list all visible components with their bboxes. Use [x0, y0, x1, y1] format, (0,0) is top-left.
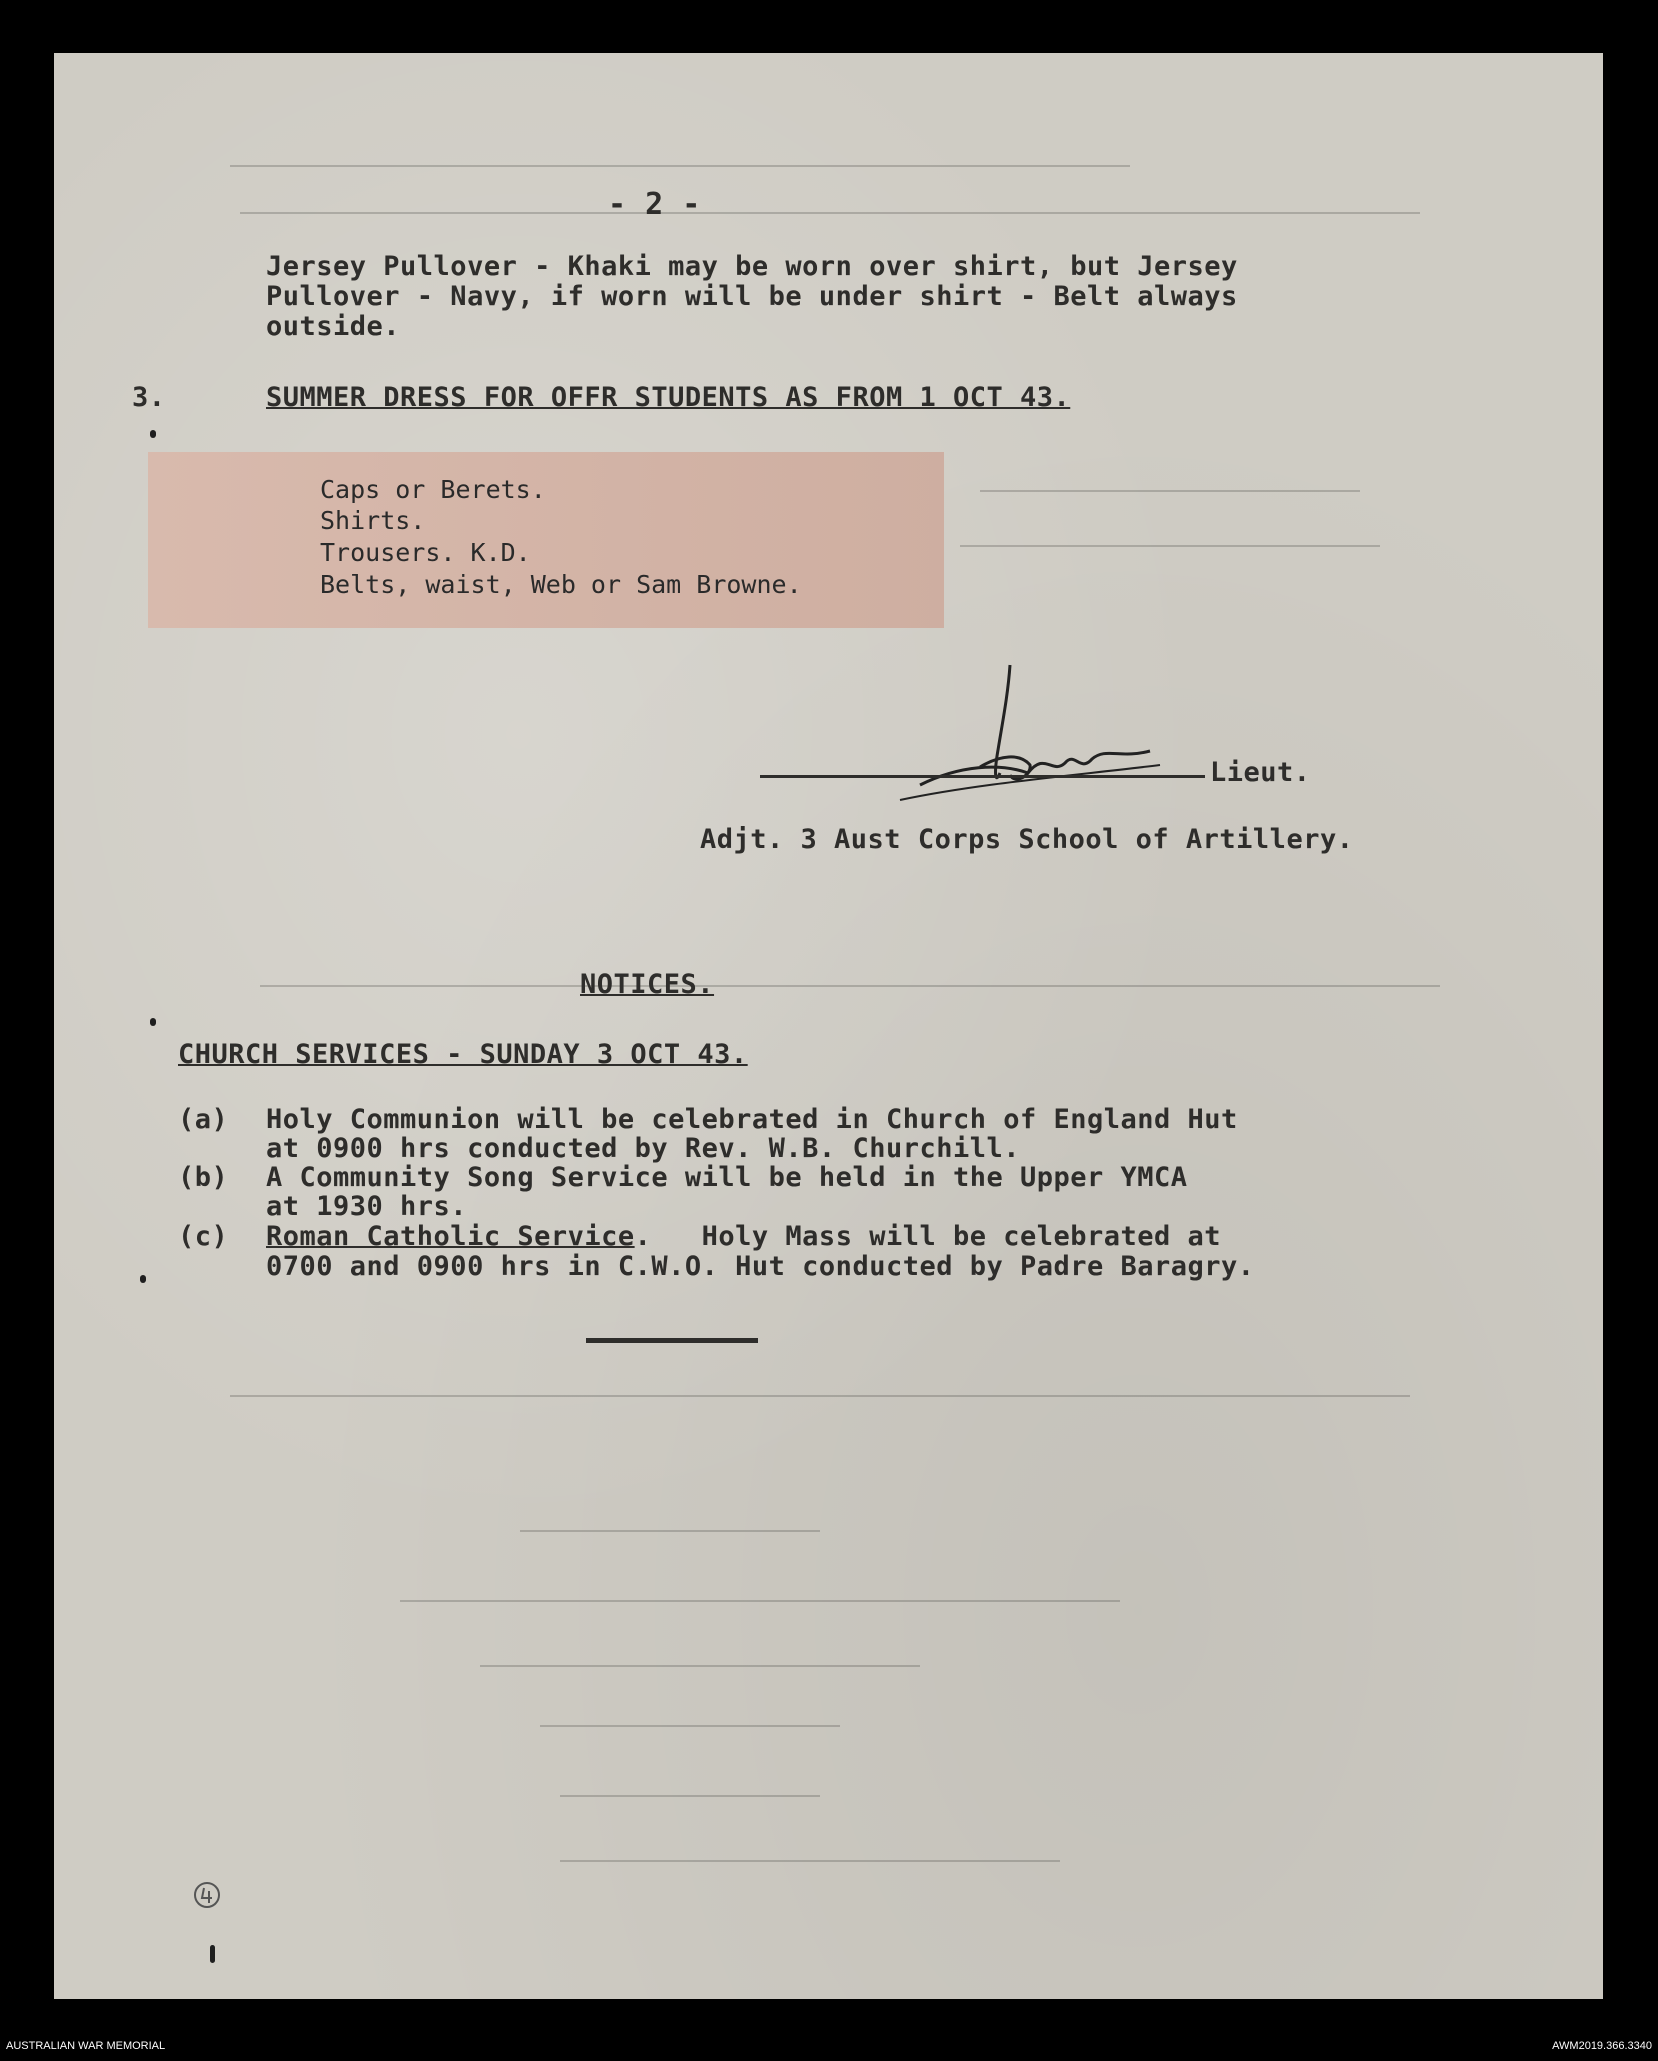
archive-name: AUSTRALIAN WAR MEMORIAL: [6, 2040, 166, 2052]
service-line: at 1930 hrs.: [266, 1191, 468, 1222]
notices-heading: NOTICES.: [580, 969, 715, 1000]
bleed-through-line: [230, 165, 1130, 167]
document-page: [54, 53, 1603, 1999]
service-line: 0700 and 0900 hrs in C.W.O. Hut conducted by Padre Baragry.: [266, 1251, 1255, 1282]
bleed-through-line: [540, 1725, 840, 1727]
bleed-through-line: [560, 1795, 820, 1797]
margin-mark: [140, 1275, 146, 1283]
signatory-rank: Lieut.: [1210, 757, 1311, 788]
service-label: (b): [178, 1162, 229, 1193]
jersey-line: outside.: [266, 311, 401, 342]
slip-line: Shirts.: [320, 506, 426, 535]
end-rule: [586, 1338, 758, 1343]
service-line: at 0900 hrs conducted by Rev. W.B. Churchill.: [266, 1133, 1020, 1164]
signature-line: [760, 775, 1205, 778]
bleed-through-line: [960, 545, 1380, 547]
folio-number-mark: [190, 1878, 224, 1912]
margin-mark: [210, 1945, 215, 1963]
service-line: A Community Song Service will be held in the Upper YMCA: [266, 1162, 1188, 1193]
slip-line: Belts, waist, Web or Sam Browne.: [320, 570, 802, 599]
bleed-through-line: [260, 985, 1440, 987]
signatory-appointment: Adjt. 3 Aust Corps School of Artillery.: [700, 824, 1354, 855]
bleed-through-line: [520, 1530, 820, 1532]
margin-mark: [150, 430, 156, 438]
item-number: 3.: [132, 382, 166, 413]
bleed-through-line: [230, 1395, 1410, 1397]
slip-line: Trousers. K.D.: [320, 538, 531, 567]
service-title: Roman Catholic Service: [266, 1221, 635, 1252]
jersey-paragraph: [266, 252, 1238, 342]
pasted-amendment-slip: [148, 452, 944, 628]
jersey-line: Jersey Pullover - Khaki may be worn over shirt, but Jersey: [266, 251, 1238, 282]
church-services-heading: CHURCH SERVICES - SUNDAY 3 OCT 43.: [178, 1039, 748, 1070]
item-heading: SUMMER DRESS FOR OFFR STUDENTS AS FROM 1 OCT 43.: [266, 382, 1071, 413]
archive-reference: AWM2019.366.3340: [1552, 2040, 1652, 2052]
bleed-through-line: [240, 212, 1420, 214]
bleed-through-line: [560, 1860, 1060, 1862]
bleed-through-line: [480, 1665, 920, 1667]
service-line: [266, 1222, 1221, 1252]
service-line: Holy Communion will be celebrated in Church of England Hut: [266, 1104, 1238, 1135]
slip-line: Caps or Berets.: [320, 475, 546, 504]
service-label: (a): [178, 1104, 229, 1135]
jersey-line: Pullover - Navy, if worn will be under shirt - Belt always: [266, 281, 1238, 312]
bleed-through-line: [980, 490, 1360, 492]
service-line-rest: . Holy Mass will be celebrated at: [634, 1221, 1222, 1252]
margin-mark: [150, 1018, 156, 1026]
page-number: - 2 -: [608, 187, 701, 222]
bleed-through-line: [400, 1600, 1120, 1602]
service-label: (c): [178, 1221, 229, 1252]
